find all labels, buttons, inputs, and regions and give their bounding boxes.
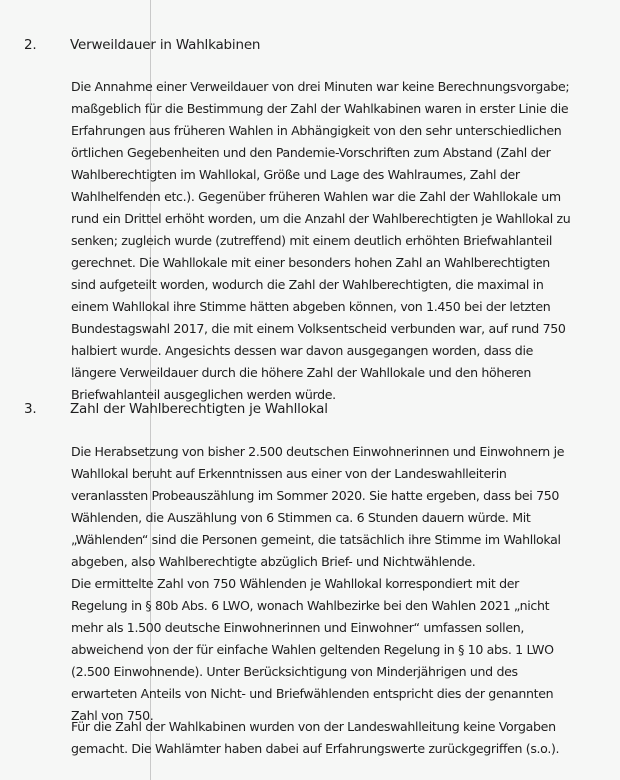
text-line: gemacht. Die Wahlämter haben dabei auf Erfahrungswerte zurückgegriffen (s.o.).: [71, 741, 560, 756]
text-line: senken; zugleich wurde (zutreffend) mit einem deutlich erhöhten Briefwahlanteil: [71, 233, 553, 248]
text-line: Wahlberechtigten im Wahllokal, Größe und Lage des Wahlraumes, Zahl der: [71, 167, 520, 182]
text-line: einem Wahllokal ihre Stimme hätten abgeben können, von 1.450 bei der letzten: [71, 299, 551, 314]
text-line: längere Verweildauer durch die höhere Zahl der Wahllokale und den höheren: [71, 365, 531, 380]
section-heading: Verweildauer in Wahlkabinen: [70, 37, 261, 53]
section-heading: Zahl der Wahlberechtigten je Wahllokal: [70, 401, 328, 417]
text-line: Die Annahme einer Verweildauer von drei Minuten war keine Berechnungsvorgabe;: [71, 79, 570, 94]
text-line: Die Herabsetzung von bisher 2.500 deutschen Einwohnerinnen und Einwohnern je: [71, 444, 565, 459]
text-line: sind aufgeteilt worden, wodurch die Zahl der Wahlberechtigten, die maximal in: [71, 277, 544, 292]
section-number: 2.: [24, 37, 37, 53]
text-line: rund ein Drittel erhöht worden, um die Anzahl der Wahlberechtigten je Wahllokal zu: [71, 211, 571, 226]
text-line: örtlichen Gegebenheiten und den Pandemie-Vorschriften zum Abstand (Zahl der: [71, 145, 551, 160]
text-line: (2.500 Einwohnende). Unter Berücksichtigung von Minderjährigen und des: [71, 664, 518, 679]
paragraph: [71, 441, 564, 727]
text-line: Wahlhelfenden etc.). Gegenüber früheren Wahlen war die Zahl der Wahllokale um: [71, 189, 561, 204]
text-line: veranlassten Probeauszählung im Sommer 2020. Sie hatte ergeben, dass bei 750: [71, 488, 560, 503]
text-line: abweichend von der für einfache Wahlen geltenden Regelung in § 10 abs. 1 LWO: [71, 642, 554, 657]
text-line: Die ermittelte Zahl von 750 Wählenden je Wahllokal korrespondiert mit der: [71, 576, 519, 591]
text-line: Wahllokal beruht auf Erkenntnissen aus einer von der Landeswahlleiterin: [71, 466, 507, 481]
text-line: Bundestagswahl 2017, die mit einem Volksentscheid verbunden war, auf rund 750: [71, 321, 566, 336]
text-line: Für die Zahl der Wahlkabinen wurden von der Landeswahlleitung keine Vorgaben: [71, 719, 556, 734]
text-line: Zahl von 750.: [71, 708, 154, 723]
text-line: Erfahrungen aus früheren Wahlen in Abhängigkeit von den sehr unterschiedlichen: [71, 123, 562, 138]
text-line: abgeben, also Wahlberechtigte abzüglich Brief- und Nichtwählende.: [71, 554, 476, 569]
text-line: Wählenden, die Auszählung von 6 Stimmen ca. 6 Stunden dauern würde. Mit: [71, 510, 531, 525]
section-number: 3.: [24, 401, 37, 417]
text-line: maßgeblich für die Bestimmung der Zahl der Wahlkabinen waren in erster Linie die: [71, 101, 569, 116]
text-line: Regelung in § 80b Abs. 6 LWO, wonach Wahlbezirke bei den Wahlen 2021 „nicht: [71, 598, 550, 613]
paragraph: [71, 76, 570, 406]
paragraph: [71, 716, 559, 760]
text-line: erwarteten Anteils von Nicht- und Briefwählenden entspricht dies der genannten: [71, 686, 554, 701]
text-line: gerechnet. Die Wahllokale mit einer besonders hohen Zahl an Wahlberechtigten: [71, 255, 550, 270]
text-line: halbiert wurde. Angesichts dessen war davon ausgegangen worden, dass die: [71, 343, 533, 358]
text-line: „Wählenden“ sind die Personen gemeint, die tatsächlich ihre Stimme im Wahllokal: [71, 532, 561, 547]
text-line: Briefwahlanteil ausgeglichen werden würde.: [71, 387, 336, 402]
text-line: mehr als 1.500 deutsche Einwohnerinnen und Einwohner“ umfassen sollen,: [71, 620, 524, 635]
